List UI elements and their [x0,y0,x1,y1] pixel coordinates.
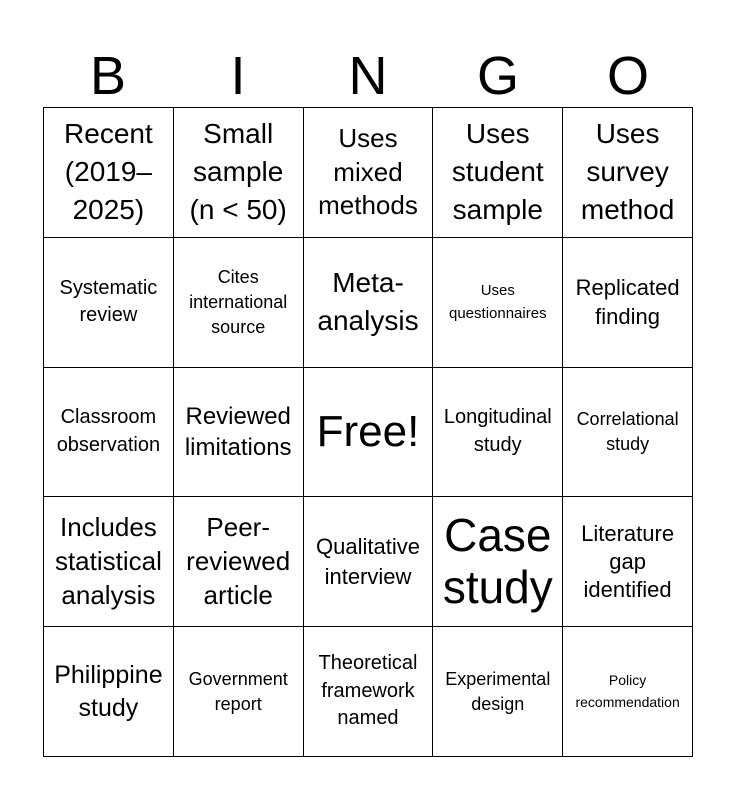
bingo-cell-text: Theoretical framework named [318,652,418,730]
bingo-cell[interactable] [304,627,434,757]
bingo-cell-text: Classroom observation [56,406,161,456]
bingo-cell-text: Policy recommendation [575,671,680,710]
bingo-cell-text: Government report [188,668,288,714]
bingo-cell-text: Experimental design [445,668,551,714]
bingo-cell[interactable] [563,238,693,368]
bingo-cell[interactable] [174,108,304,238]
bingo-cell-text: Literature gap identified [581,520,675,602]
bingo-cell[interactable] [304,238,434,368]
free-space-text: Free! [316,406,420,456]
bingo-header [43,44,693,108]
bingo-cell[interactable] [433,627,563,757]
header-letter-n: N [348,46,388,106]
bingo-card-grid [43,107,693,757]
bingo-cell-text: Correlational study [576,409,679,454]
bingo-cell[interactable] [563,497,693,627]
bingo-cell-text: Meta-analysis [317,267,419,337]
header-letter-g: G [476,46,519,106]
bingo-cell-text: Systematic review [59,276,158,327]
bingo-cell-text: Includes statistical analysis [54,512,162,610]
bingo-cell[interactable] [433,238,563,368]
bingo-cell[interactable] [174,238,304,368]
header-letter-i: I [230,46,246,106]
bingo-cell-text: Uses mixed methods [318,122,418,221]
bingo-cell-text: Peer-reviewed article [186,512,291,610]
bingo-cell[interactable] [304,108,434,238]
bingo-cell-text: Reviewed limitations [184,402,292,461]
bingo-cell-text: Uses questionnaires [449,281,547,323]
bingo-cell[interactable] [44,368,174,498]
bingo-cell[interactable] [44,238,174,368]
bingo-cell[interactable] [44,497,174,627]
bingo-cell[interactable] [304,497,434,627]
bingo-cell[interactable] [433,368,563,498]
bingo-cell[interactable] [174,627,304,757]
header-letter-o: O [606,46,649,106]
bingo-cell[interactable] [44,108,174,238]
header-letter-b: B [89,46,127,106]
bingo-cell[interactable] [563,368,693,498]
bingo-cell-text: Uses survey method [580,118,675,226]
bingo-cell-text: Uses student sample [451,118,544,226]
bingo-cell[interactable] [563,627,693,757]
bingo-cell[interactable] [433,108,563,238]
bingo-cell-text: Small sample (n < 50) [189,118,287,226]
bingo-cell-text: Philippine study [54,661,163,722]
bingo-cell[interactable] [174,368,304,498]
bingo-cell[interactable] [44,627,174,757]
bingo-cell-text: Replicated finding [575,274,680,330]
bingo-cell-text: Longitudinal study [443,406,552,456]
bingo-cell-text: Case study [442,509,553,613]
bingo-cell[interactable] [433,497,563,627]
bingo-cell-text: Cites international source [189,266,288,337]
bingo-cell[interactable] [174,497,304,627]
bingo-cell[interactable] [563,108,693,238]
bingo-cell-text: Recent (2019–2025) [64,118,153,226]
bingo-cell-text: Qualitative interview [316,534,420,589]
free-space-cell[interactable] [304,368,434,498]
